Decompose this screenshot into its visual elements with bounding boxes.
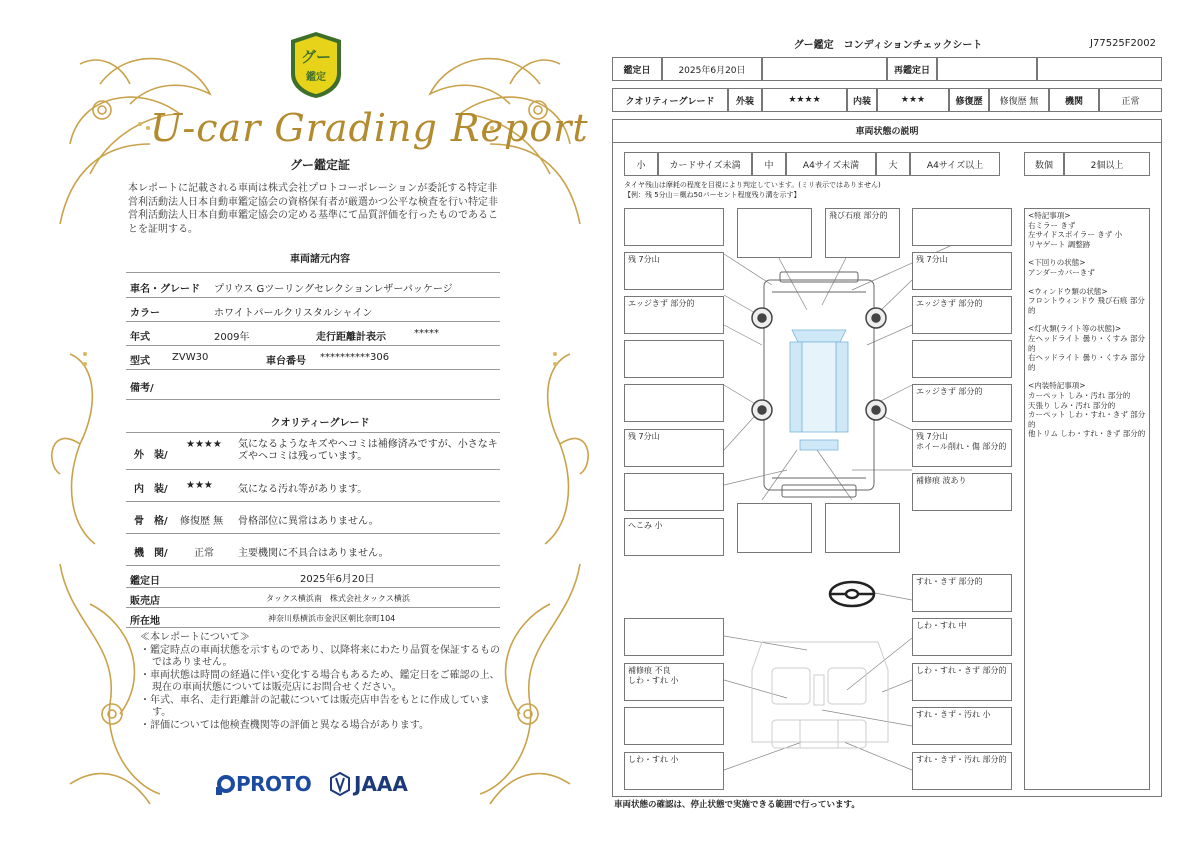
jaaa-mark-icon xyxy=(330,772,350,796)
callout-box-front-right-top xyxy=(912,208,1012,246)
history-label: 修復歴 xyxy=(949,88,989,112)
goo-kantei-emblem xyxy=(287,30,345,100)
callout-left-mid-2 xyxy=(624,384,724,422)
name-value: プリウス Gツーリングセレクションレザーパッケージ xyxy=(214,284,453,295)
frame-comment: 骨格部位に異常はありません。 xyxy=(238,516,379,527)
proto-logo xyxy=(216,772,311,796)
rear-glass xyxy=(800,440,838,450)
int-left-1-line-2: しわ・すれ 小 xyxy=(628,676,679,685)
engine-comment: 主要機関に不具合はありません。 xyxy=(238,548,389,559)
callout-right-front-edge: エッジきず 部分的 xyxy=(912,296,1012,334)
right-rear-tire-line-2: ホイール削れ・傷 部分的 xyxy=(916,442,1007,451)
sheet-interior-stars: ★★★ xyxy=(877,88,949,112)
callout-box-front-center-left xyxy=(737,208,812,258)
model-label: 型式 xyxy=(130,356,150,367)
spec-row-year xyxy=(126,322,500,346)
spec-heading: 車両諸元内容 xyxy=(290,254,350,265)
legend-large-desc: A4サイズ以上 xyxy=(910,152,1000,176)
lights-title: <灯火類(ライト等の状態)> xyxy=(1028,324,1122,334)
note-item: ・年式、車名、走行距離計の記載については販売店申告をもとに作成しています。 xyxy=(140,694,490,718)
address-value: 神奈川県横浜市金沢区朝比奈町104 xyxy=(268,614,396,623)
legend-medium-desc: A4サイズ未満 xyxy=(786,152,876,176)
special-title: <特記事項> xyxy=(1028,211,1071,220)
svg-text:グー: グー xyxy=(300,48,332,66)
certificate-heading: グー鑑定証 xyxy=(289,158,350,172)
odometer-value: ***** xyxy=(414,328,439,339)
chassis-label: 車台番号 xyxy=(266,356,306,367)
year-label: 年式 xyxy=(130,332,150,343)
appraisal-row-date xyxy=(126,566,500,588)
callout-left-mid-1 xyxy=(624,340,724,378)
frame-label: 骨 格/ xyxy=(134,516,168,527)
certificate-body: 本レポートに記載される車両は株式会社プロトコーポレーションが委託する特定非営利活動法人日本自動車鑑定協会の資格保有者が厳選かつ公平な検査を行い特定非営利活動法人日本自動車鑑定協会の定める基準にて品質評価を行ったものであることを証明する。 xyxy=(128,183,498,235)
callout-right-rear-repair: 補修痕 波あり xyxy=(912,473,1012,511)
note-item: ・鑑定時点の車両状態を示すものであり、以降将来にわたり品質を保証するものではありません。 xyxy=(140,644,500,668)
jaaa-logo-text: JAAA xyxy=(354,772,408,796)
special-note: リヤゲート 調整跡 xyxy=(1028,239,1091,249)
interior-diagram xyxy=(752,642,888,748)
left-windows xyxy=(790,342,802,432)
steering-wheel-icon xyxy=(830,582,874,606)
appraisal-date-value: 2025年6月20日 xyxy=(300,574,375,585)
callout-int-left-3: しわ・すれ 小 xyxy=(624,752,724,790)
odometer-label: 走行距離計表示 xyxy=(316,332,386,343)
window-note: フロントウィンドウ 飛び石痕 部分的 xyxy=(1028,296,1145,315)
sheet-exterior-label: 外装 xyxy=(728,88,762,112)
notes-title: ≪本レポートについて≫ xyxy=(140,632,250,643)
note-item: ・車両状態は時間の経過に伴い変化する場合もあるため、鑑定日をご確認の上、現在の車両状態については販売店にお問合せください。 xyxy=(140,669,500,693)
color-value: ホワイトパールクリスタルシャイン xyxy=(214,308,373,319)
callout-right-rear-edge: エッジきず 部分的 xyxy=(912,384,1012,422)
legend-count: 数個 xyxy=(1024,152,1064,176)
interior-note: 他トリム しわ・すれ・きず 部分的 xyxy=(1028,429,1146,439)
interior-stars: ★★★ xyxy=(186,480,213,491)
right-windows xyxy=(836,342,848,432)
legend-small-desc: カードサイズ未満 xyxy=(658,152,752,176)
special-notes-panel xyxy=(1024,208,1150,790)
special-note: 右ミラー きず xyxy=(1028,220,1076,230)
quality-heading: クオリティーグレード xyxy=(270,418,370,429)
report-notes xyxy=(140,632,500,732)
exterior-label: 外 装/ xyxy=(134,450,168,461)
callout-int-left-1 xyxy=(624,663,724,701)
exterior-stars: ★★★★ xyxy=(186,439,222,450)
window-title: <ウィンドウ類の状態> xyxy=(1028,286,1108,296)
callout-left-rear-lower xyxy=(624,473,724,511)
quality-row-engine xyxy=(126,534,500,566)
engine-value: 正常 xyxy=(194,548,214,559)
spec-row-name xyxy=(126,272,500,298)
callout-int-right-1: しわ・すれ 中 xyxy=(912,618,1012,656)
right-rear-tire-line-1: 残 7分山 xyxy=(916,432,948,441)
callout-right-front-tire: 残 7分山 xyxy=(912,252,1012,290)
callout-steering: すれ・きず 部分的 xyxy=(912,574,1012,612)
sheet-exterior-stars: ★★★★ xyxy=(762,88,847,112)
callout-right-rear-tire xyxy=(912,429,1012,467)
engine-label: 機関 xyxy=(1049,88,1099,112)
interior-notes-title: <内装特記事項> xyxy=(1028,381,1086,391)
legend-small: 小 xyxy=(624,152,658,176)
chassis-value: **********306 xyxy=(320,352,390,363)
engine-label: 機 関/ xyxy=(134,548,168,559)
interior-comment: 気になる汚れ等があります。 xyxy=(238,484,368,495)
under-title: <下回りの状態> xyxy=(1028,258,1086,268)
callout-right-mid-1 xyxy=(912,340,1012,378)
callout-left-front-edge: エッジきず 部分的 xyxy=(624,296,724,334)
windshield xyxy=(792,330,846,342)
appraisal-date-label: 鑑定日 xyxy=(130,576,160,587)
interior-label: 内 装/ xyxy=(134,484,168,495)
tire-note-2: 【例：残 5分山＝概ね50パーセント程度残り溝を示す】 xyxy=(624,191,801,199)
condition-check-sheet xyxy=(612,30,1164,820)
spec-row-remarks xyxy=(126,370,500,400)
special-note: 左サイドスポイラー きず 小 xyxy=(1028,230,1123,240)
callout-int-left-top xyxy=(624,618,724,656)
date-value: 2025年6月20日 xyxy=(662,57,762,81)
callout-int-right-3: すれ・きず・汚れ 小 xyxy=(912,707,1012,745)
callout-box-front-center-right: 飛び石痕 部分的 xyxy=(825,208,900,258)
shop-value: タックス横浜南 株式会社タックス横浜 xyxy=(266,594,410,603)
exterior-comment: 気になるようなキズやヘコミは補修済みですが、小さなキズやヘコミは残っています。 xyxy=(238,439,498,462)
interior-note: カーペット しみ・汚れ 部分的 xyxy=(1028,390,1131,400)
address-label: 所在地 xyxy=(130,616,160,627)
shop-label: 販売店 xyxy=(130,596,160,607)
interior-note: 天張り しみ・汚れ 部分的 xyxy=(1028,400,1116,410)
legend-count-desc: 2個以上 xyxy=(1064,152,1150,176)
tire-note-1: タイヤ残山は摩耗の程度を目視により判定しています。(ミリ表示ではありません) xyxy=(624,181,881,189)
under-note: アンダーカバーきず xyxy=(1028,267,1095,277)
appraisal-row-address xyxy=(126,608,500,628)
grading-certificate xyxy=(40,24,600,824)
legend-medium: 中 xyxy=(752,152,786,176)
int-left-1-line-1: 補修痕 不良 xyxy=(628,666,671,675)
jaaa-logo xyxy=(330,772,408,796)
sheet-footer: 車両状態の確認は、停止状態で実施できる範囲で行っています。 xyxy=(614,800,860,810)
model-value: ZVW30 xyxy=(172,352,209,363)
grade-label: クオリティーグレード xyxy=(612,88,728,112)
roof-glass xyxy=(802,342,836,432)
appraisal-row-shop xyxy=(126,588,500,608)
date-label: 鑑定日 xyxy=(612,57,662,81)
sheet-title: グー鑑定 コンディションチェックシート xyxy=(793,40,983,51)
year-value: 2009年 xyxy=(214,332,250,343)
reappraisal-label: 再鑑定日 xyxy=(887,57,937,81)
callout-left-front-tire: 残 7分山 xyxy=(624,252,724,290)
proto-mark-icon xyxy=(216,773,236,795)
svg-text:鑑定: 鑑定 xyxy=(306,72,326,83)
callout-int-left-2 xyxy=(624,707,724,745)
interior-note: カーペット しわ・すれ・きず 部分的 xyxy=(1028,410,1146,429)
lights-note: 右ヘッドライト 曇り・くすみ 部分的 xyxy=(1028,353,1146,372)
sheet-doc-id: J77525F2002 xyxy=(1090,38,1156,49)
spec-row-model xyxy=(126,346,500,370)
name-label: 車名・グレード xyxy=(130,284,200,295)
sheet-interior-label: 内装 xyxy=(847,88,877,112)
history-value: 修復歴 無 xyxy=(989,88,1049,112)
quality-row-frame xyxy=(126,502,500,534)
spec-row-color xyxy=(126,298,500,322)
note-item: ・評価については他検査機関等の評価と異なる場合があります。 xyxy=(140,719,429,731)
frame-value: 修復歴 無 xyxy=(180,516,224,527)
callout-box-front-left-top xyxy=(624,208,724,246)
color-label: カラー xyxy=(130,308,160,319)
callout-left-rear-tire: 残 7分山 xyxy=(624,429,724,467)
report-title-script: U-car Grading Report xyxy=(150,106,589,150)
condition-heading: 車両状態の説明 xyxy=(612,119,1162,143)
lights-note: 左ヘッドライト 曇り・くすみ 部分的 xyxy=(1028,333,1146,353)
callout-rear-center-left xyxy=(737,503,812,553)
callout-left-dent: へこみ 小 xyxy=(624,518,724,556)
callout-int-right-4: すれ・きず・汚れ 部分的 xyxy=(912,752,1012,790)
legend-large: 大 xyxy=(876,152,910,176)
remarks-label: 備考/ xyxy=(130,383,154,394)
proto-logo-text: PROTO xyxy=(236,772,312,796)
engine-value: 正常 xyxy=(1099,88,1162,112)
quality-row-exterior xyxy=(126,432,500,470)
quality-row-interior xyxy=(126,470,500,502)
callout-rear-center-right xyxy=(825,503,900,553)
callout-int-right-2: しわ・すれ・きず 部分的 xyxy=(912,663,1012,701)
